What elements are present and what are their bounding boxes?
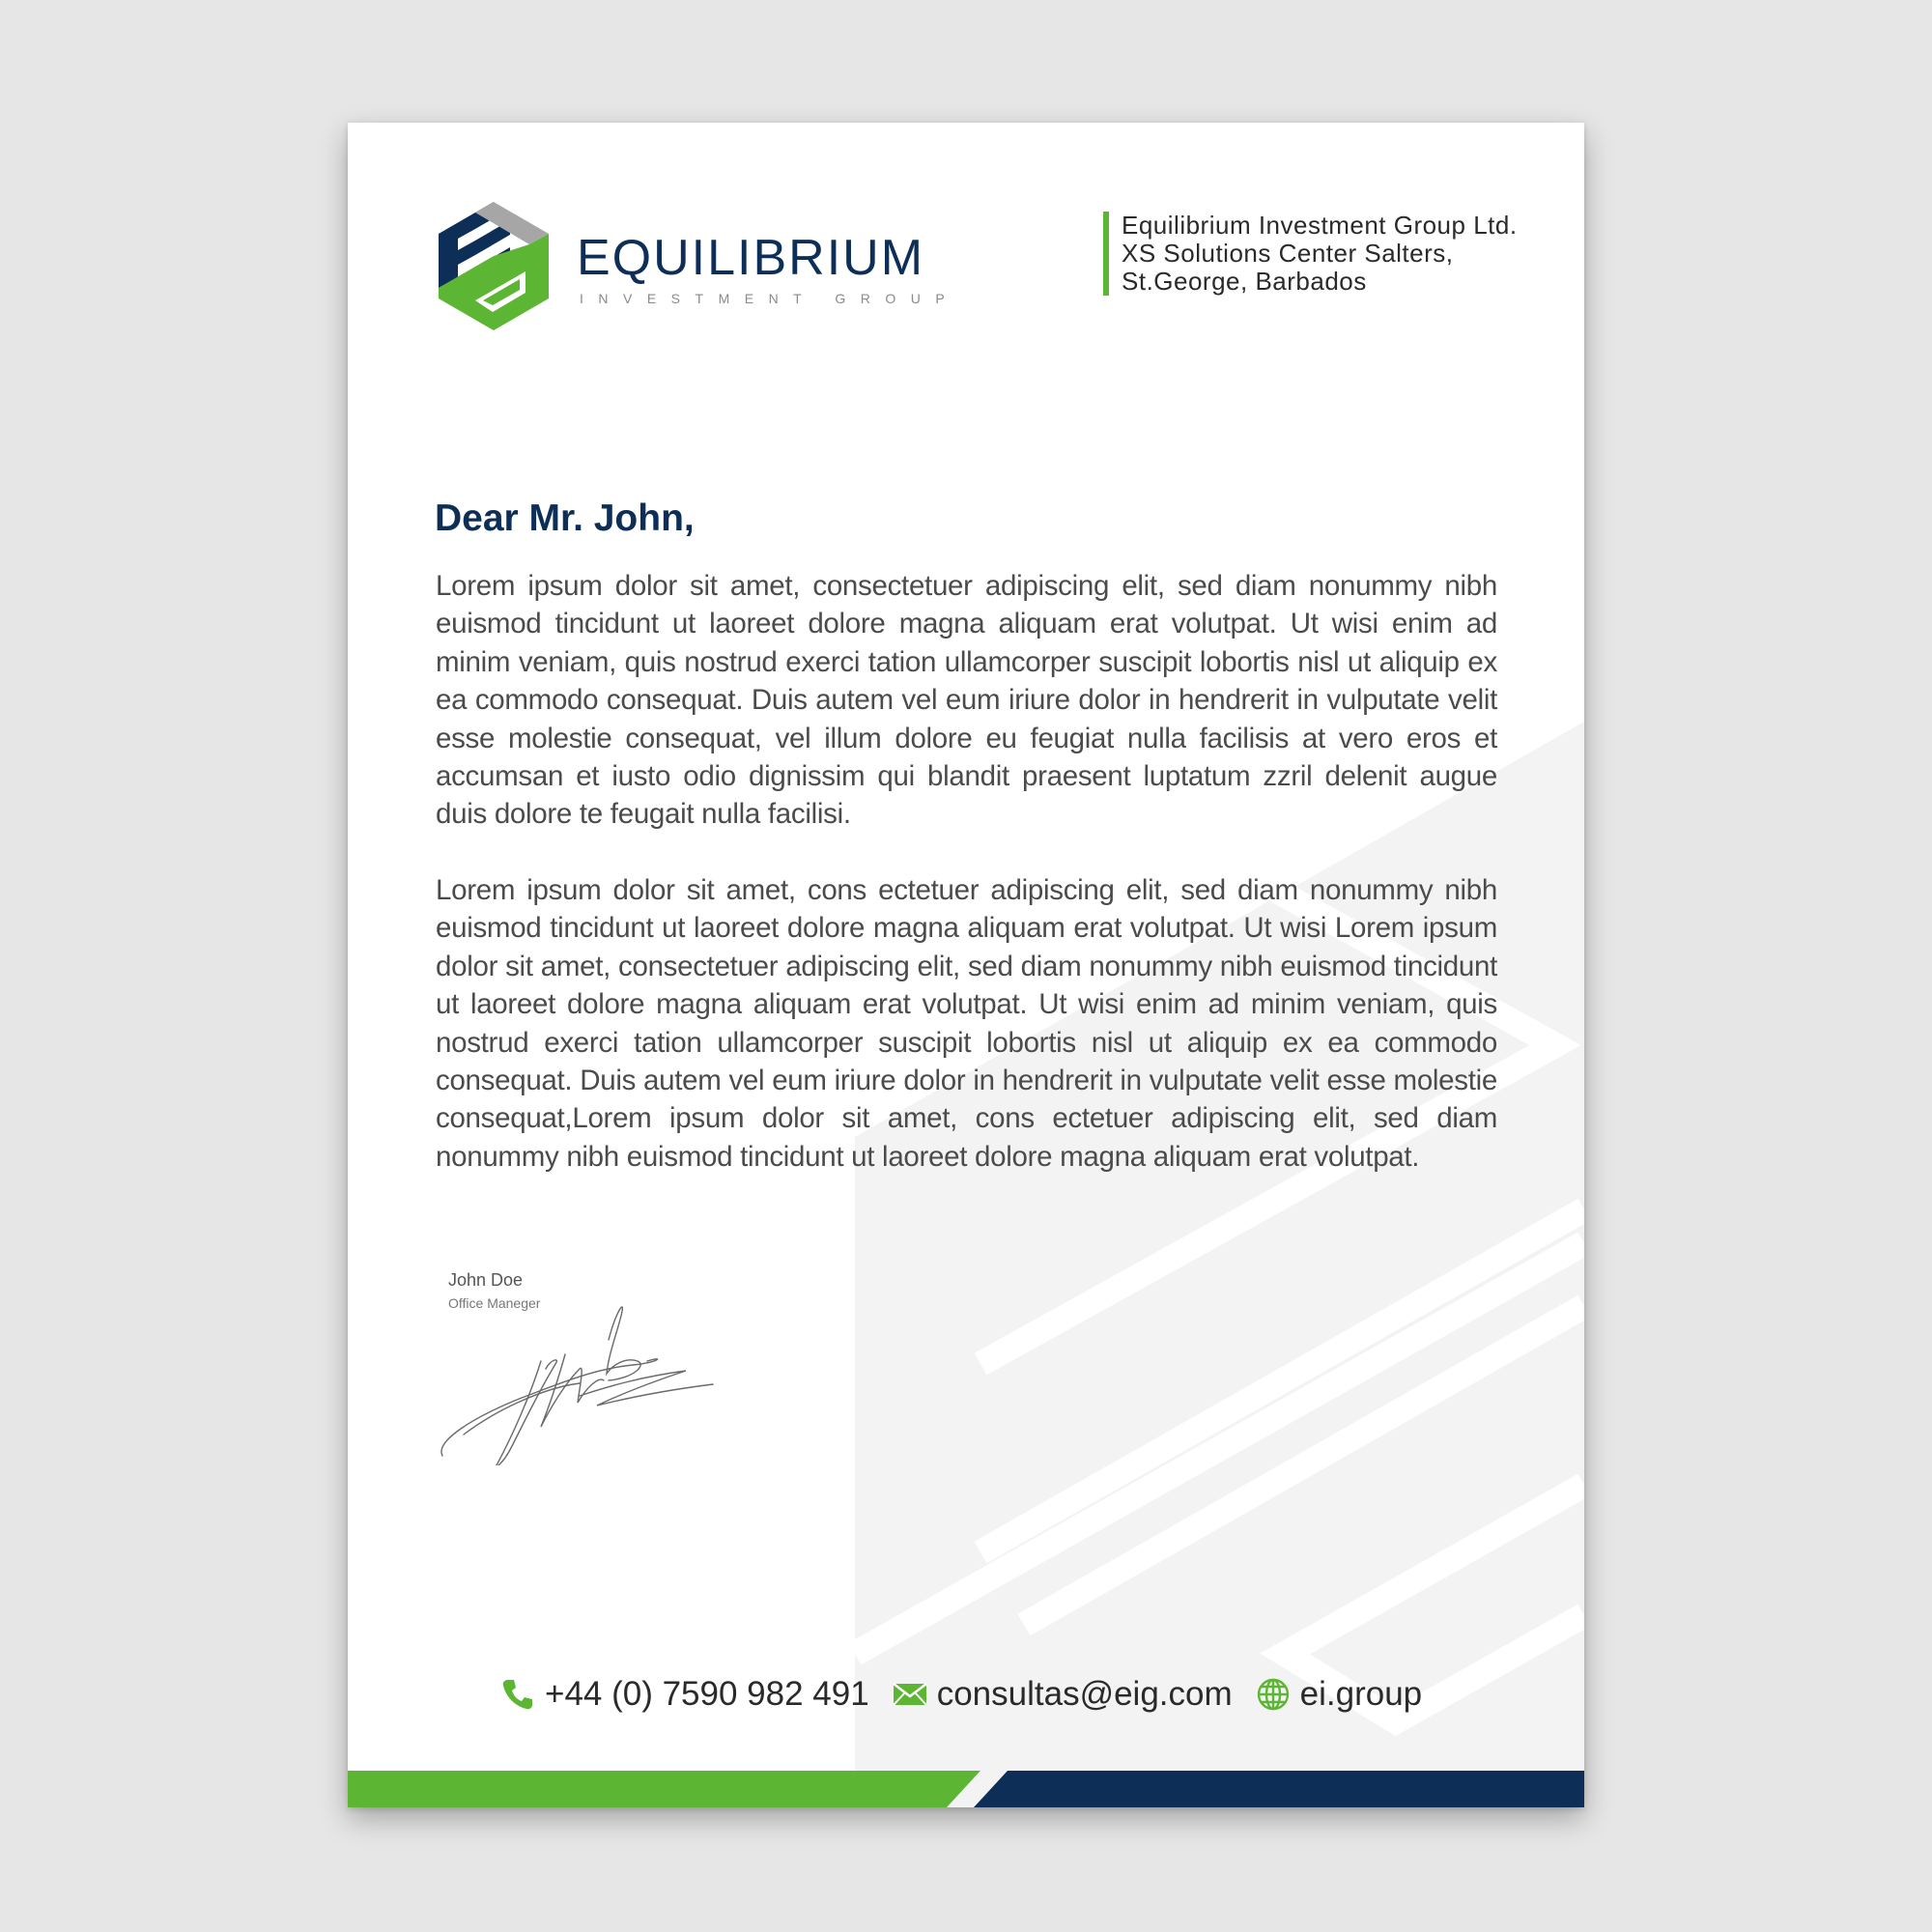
signatory-title: Office Maneger — [448, 1295, 541, 1311]
address-line-street: XS Solutions Center Salters, — [1122, 239, 1454, 268]
logo-tagline: INVESTMENT GROUP — [580, 291, 960, 306]
signatory-name: John Doe — [448, 1270, 524, 1290]
email-address: consultas@eig.com — [936, 1675, 1233, 1713]
company-address — [1103, 212, 1518, 296]
phone-number: +44 (0) 7590 982 491 — [545, 1675, 869, 1713]
hexagon-eig-logo-icon — [437, 200, 551, 330]
contact-phone[interactable] — [500, 1675, 869, 1714]
envelope-icon — [893, 1681, 927, 1708]
address-line-company: Equilibrium Investment Group Ltd. — [1122, 211, 1518, 240]
contact-bar — [500, 1673, 1445, 1716]
company-logo — [437, 200, 960, 335]
contact-email[interactable] — [893, 1675, 1233, 1714]
phone-icon — [500, 1677, 535, 1712]
letter-greeting: Dear Mr. John, — [435, 497, 695, 539]
address-line-city: St.George, Barbados — [1122, 267, 1367, 296]
logo-wordmark: EQUILIBRIUM — [577, 230, 925, 286]
globe-icon — [1256, 1677, 1291, 1712]
handwritten-signature — [435, 1272, 724, 1465]
letter-paragraph: Lorem ipsum dolor sit amet, cons ectetuer adipiscing elit, sed diam nonummy nibh euismod tincidunt ut laoreet dolore magna aliquam erat volutpat. Ut wisi Lorem ipsum dolor sit amet, consectetuer adipiscing elit, sed diam nonummy nibh euismod tincidunt ut laoreet dolore magna aliquam erat volutpat. Ut wisi enim ad minim veniam, quis nostrud exerci tation ullamcorper suscipit lobortis nisl ut aliquip ex ea commodo consequat. Duis autem vel eum iriure dolor in hendrerit in vulputate velit esse molestie consequat,Lorem ipsum dolor sit amet, cons ectetuer adipiscing elit, sed diam nonummy nibh euismod tincidunt ut laoreet dolore magna aliquam erat volutpat. — [436, 874, 1497, 1173]
contact-website[interactable] — [1256, 1675, 1422, 1714]
letterhead-page — [348, 123, 1584, 1807]
footer-color-bar — [348, 1771, 1584, 1807]
letter-paragraph: Lorem ipsum dolor sit amet, consectetuer adipiscing elit, sed diam nonummy nibh euismod tincidunt ut laoreet dolore magna aliquam erat volutpat. Ut wisi enim ad minim veniam, quis nostrud exerci tation ullamcorper suscipit lobortis nisl ut aliquip ex ea commodo consequat. Duis autem vel eum iriure dolor in hendrerit in vulputate velit esse molestie consequat, vel illum dolore eu feugiat nulla facilisis at vero eros et accumsan et iusto odio dignissim qui blandit praesent luptatum zzril delenit augue duis dolore te feugait nulla facilisi. — [436, 570, 1497, 831]
website-url: ei.group — [1299, 1675, 1423, 1713]
